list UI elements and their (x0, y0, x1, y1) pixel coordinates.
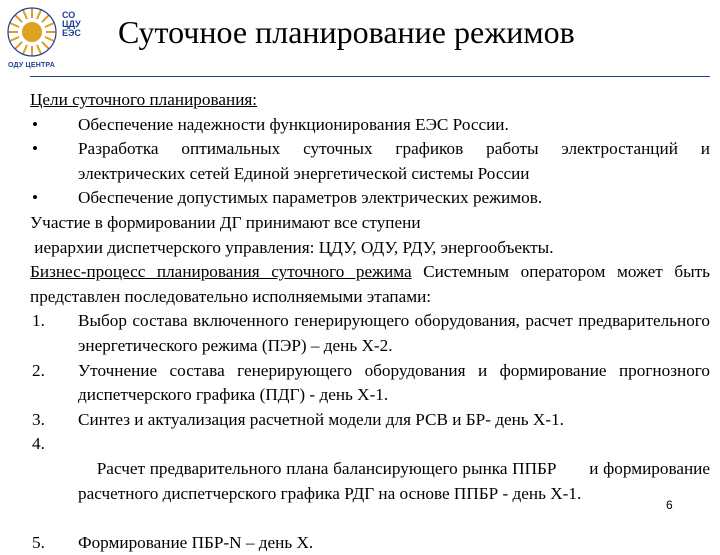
participation-line: Участие в формировании ДГ принимают все ступени (30, 212, 421, 232)
step-number: 5. (32, 532, 45, 552)
business-process (30, 260, 710, 309)
page-number: 6 (666, 498, 673, 512)
business-process-link[interactable]: Бизнес-процесс планирования суточного режима (30, 262, 412, 282)
logo-abbreviation: СО ЦДУ ЕЭС (62, 10, 81, 38)
goal-item: • Обеспечение надежности функционирования ЕЭС России. (30, 113, 710, 138)
goals-heading: Цели суточного планирования: (30, 90, 258, 109)
step-item: 4. Расчет предварительного плана балансирующего рынка ППБР и формирование расчетного диспетчерского графика РДГ на основе ППБР - день Х-1. (32, 434, 715, 503)
bullet-icon: • (32, 114, 39, 134)
step-number: 3. (32, 409, 45, 429)
sun-logo-icon (6, 6, 58, 58)
step-number: 2. (32, 360, 45, 380)
business-process-rest: Системным оператором может быть представлен последовательно исполняемыми этапами: (30, 262, 710, 306)
page-title: Суточное планирование режимов (118, 14, 575, 50)
step-item: 2. Уточнение состава генерирующего оборудования и формирование прогнозного диспетчерского графика (ПДГ) - день Х-1. (32, 360, 710, 405)
step-item: 1. Выбор состава включенного генерирующего оборудования, расчет предварительного энергетического режима (ПЭР) – день Х-2. (32, 311, 710, 355)
slide-body (30, 88, 715, 555)
goal-item: • Разработка оптимальных суточных графиков работы электростанций и электрических сетей Единой энергетической системы России (32, 139, 710, 183)
bullet-icon: • (32, 188, 39, 208)
step-item: 3. Синтез и актуализация расчетной модели для РСВ и БР- день Х-1. (30, 408, 710, 433)
step-number: 4. (32, 434, 45, 454)
logo-caption: ОДУ ЦЕНТРА (8, 62, 55, 69)
participation-line: иерархии диспетчерского управления: ЦДУ, ОДУ, РДУ, энергообъекты. (30, 237, 554, 257)
step-item: 5. Формирование ПБР-N – день Х. (30, 531, 710, 555)
goal-item: • Обеспечение допустимых параметров электрических режимов. (30, 186, 710, 211)
step-number: 1. (32, 311, 45, 331)
bullet-icon: • (32, 139, 39, 159)
company-logo (4, 6, 94, 76)
title-divider (30, 76, 710, 77)
